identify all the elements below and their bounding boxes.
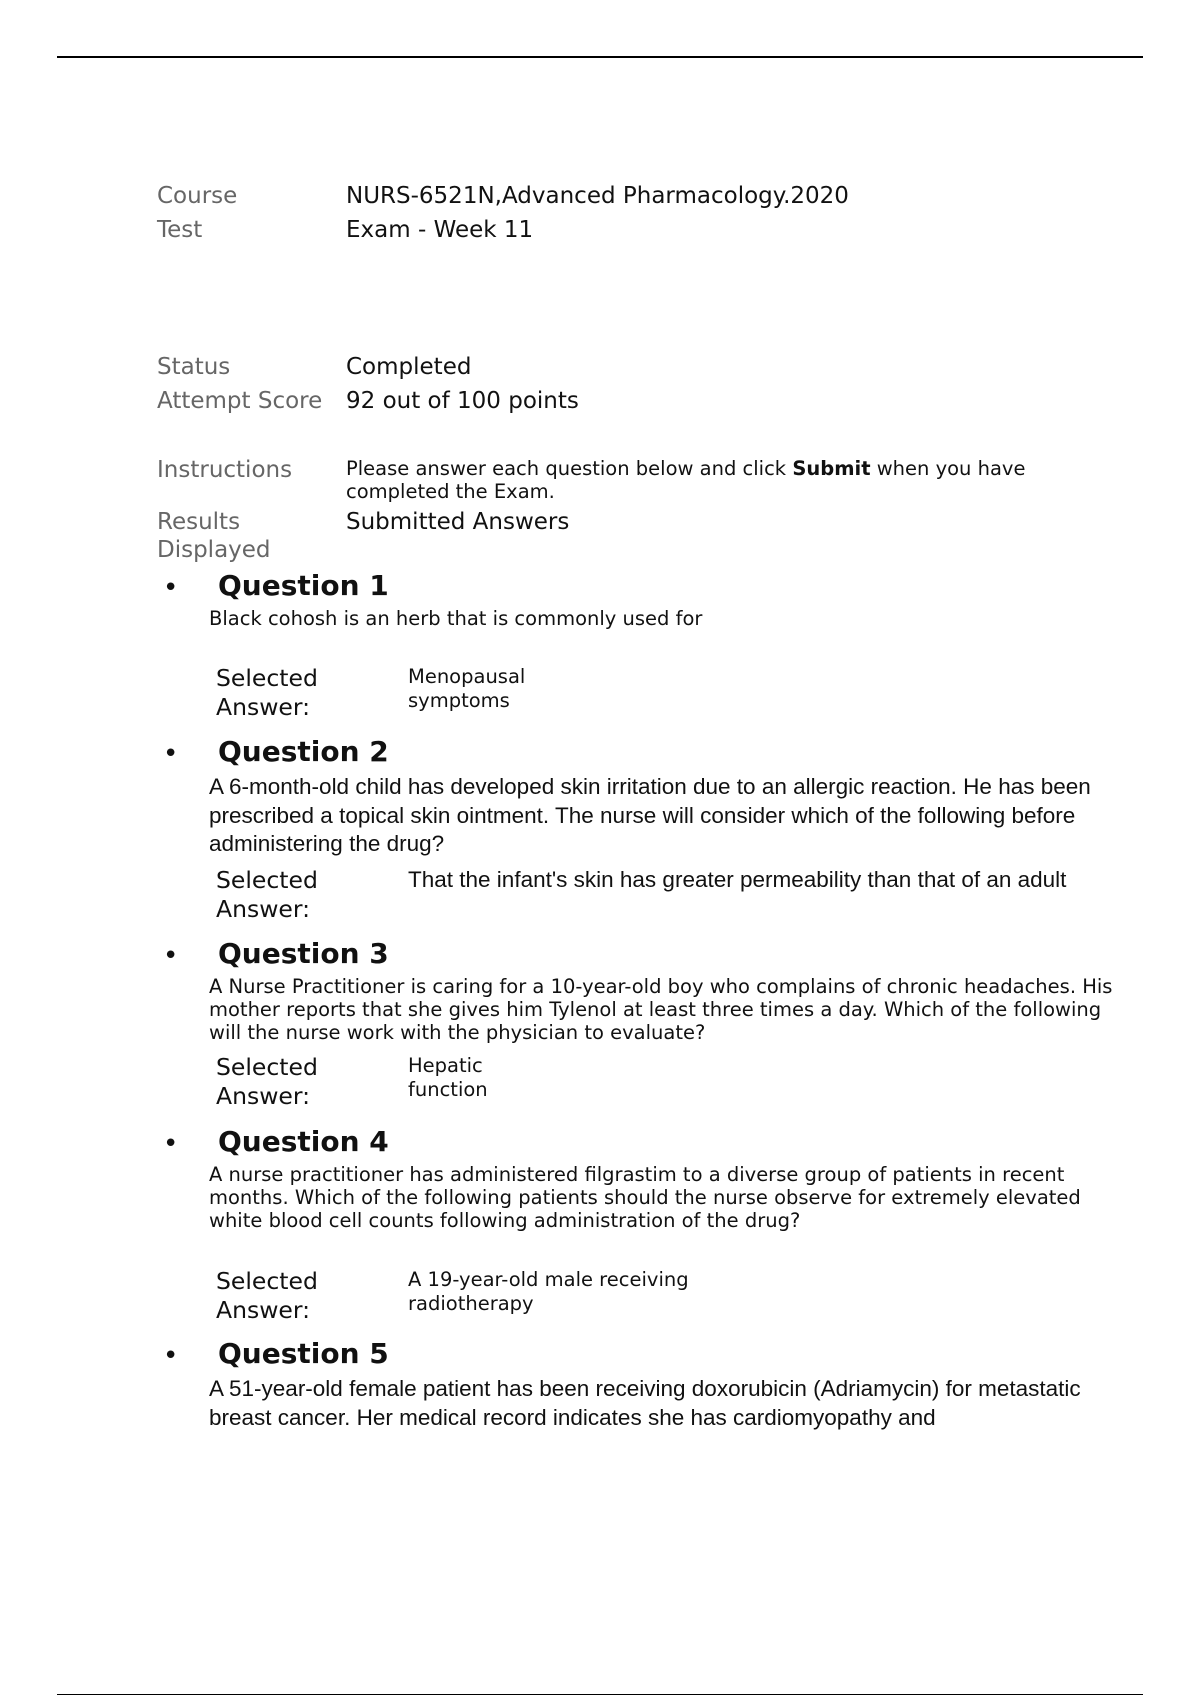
status-label: Status <box>157 354 231 380</box>
results-value: Submitted Answers <box>346 509 570 535</box>
question-1-selected-answer: Menopausal symptoms <box>408 665 526 712</box>
instructions-label: Instructions <box>157 457 293 483</box>
course-value: NURS-6521N,Advanced Pharmacology.2020 <box>346 183 849 209</box>
instructions-text-pre: Please answer each question below and click <box>346 457 793 480</box>
bullet-icon: • <box>163 941 179 971</box>
question-3-selected-label: Selected Answer: <box>216 1053 318 1110</box>
question-4-text: A nurse practitioner has administered filgrastim to a diverse group of patients in recent months. Which of the following patients should the nurse observe for extremely elevated white blood cell counts following administration of the drug? <box>209 1163 1081 1232</box>
question-2-text: A 6-month-old child has developed skin irritation due to an allergic reaction. He has been prescribed a topical skin ointment. The nurse will consider which of the following before administering the drug? <box>209 774 1091 856</box>
question-2-selected-answer: That the infant's skin has greater permeability than that of an adult <box>408 867 1067 892</box>
question-3-title: Question 3 <box>218 937 389 970</box>
question-5-title: Question 5 <box>218 1337 389 1370</box>
test-value: Exam - Week 11 <box>346 217 534 243</box>
question-5-text: A 51-year-old female patient has been receiving doxorubicin (Adriamycin) for metastatic breast cancer. Her medical record indicates she has cardiomyopathy and <box>209 1376 1081 1430</box>
question-4-selected-answer: A 19-year-old male receiving radiotherapy <box>408 1268 689 1315</box>
bullet-icon: • <box>163 573 179 603</box>
question-4-title: Question 4 <box>218 1125 389 1158</box>
top-divider <box>57 56 1143 58</box>
score-label: Attempt Score <box>157 388 323 414</box>
question-2-selected-label: Selected Answer: <box>216 866 318 923</box>
question-3-text: A Nurse Practitioner is caring for a 10-year-old boy who complains of chronic headaches. His mother reports that she gives him Tylenol at least three times a day. Which of the following will the nurse work with the physician to evaluate? <box>209 975 1113 1044</box>
instructions-text-post: when you have completed the Exam. <box>346 457 1026 503</box>
bullet-icon: • <box>163 739 179 769</box>
score-value: 92 out of 100 points <box>346 388 579 414</box>
bottom-divider <box>57 1694 1143 1695</box>
question-1-title: Question 1 <box>218 569 389 602</box>
instructions-submit-word: Submit <box>792 457 871 480</box>
test-label: Test <box>157 217 203 243</box>
results-label: Results Displayed <box>157 509 271 563</box>
question-2-title: Question 2 <box>218 735 389 768</box>
bullet-icon: • <box>163 1341 179 1371</box>
course-label: Course <box>157 183 238 209</box>
bullet-icon: • <box>163 1129 179 1159</box>
question-3-selected-answer: Hepatic function <box>408 1054 488 1101</box>
question-4-selected-label: Selected Answer: <box>216 1267 318 1324</box>
status-value: Completed <box>346 354 472 380</box>
question-1-selected-label: Selected Answer: <box>216 664 318 721</box>
question-1-text: Black cohosh is an herb that is commonly used for <box>209 607 703 630</box>
instructions-text <box>346 457 1106 503</box>
